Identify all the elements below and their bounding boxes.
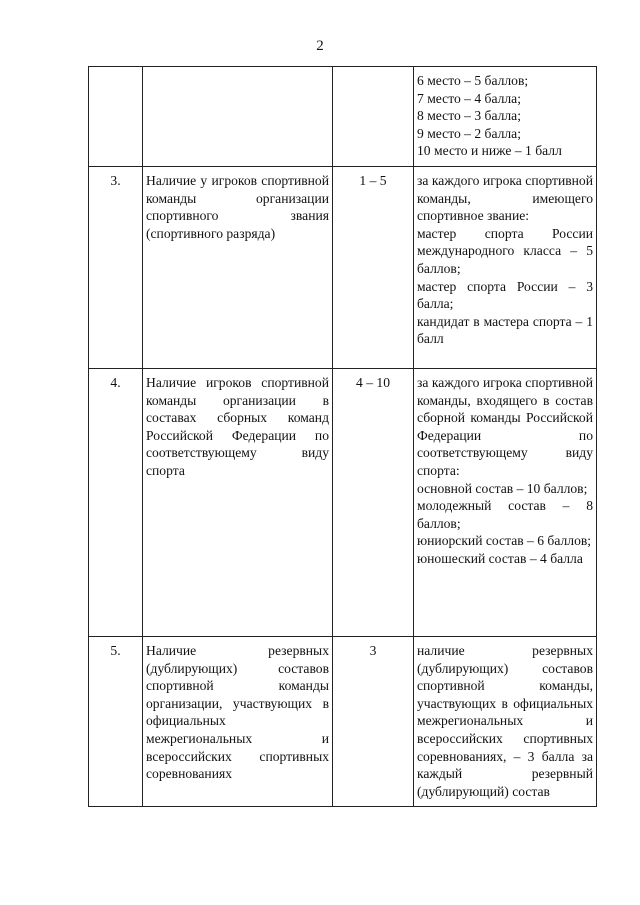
criterion-name — [143, 67, 333, 167]
scoring-line: основной состав – 10 баллов; — [417, 480, 588, 496]
scoring-line: наличие резервных (дублирующих) составов спортивной команды, участвующих в официальных межрегиональных и всероссийских спортивных соревнованиях, – 3 балла за каждый резервный (дублирующий) состав — [417, 642, 593, 799]
page-number: 2 — [316, 38, 324, 54]
scoring-line: 8 место – 3 балла; — [417, 108, 521, 124]
scoring-line: за каждого игрока спортивной команды, входящего в состав сборной команды Российской Федерации по соответствующему виду спорта: — [417, 374, 593, 478]
row-number: 4. — [89, 368, 143, 636]
criteria-row — [89, 368, 597, 636]
scoring-line: 6 место – 5 баллов; — [417, 73, 529, 88]
criteria-row — [89, 67, 597, 167]
criterion-scoring — [414, 67, 597, 167]
scoring-line: юниорский состав – 6 баллов; — [417, 533, 592, 549]
scoring-line: 10 место и ниже – 1 балл — [417, 143, 562, 159]
criteria-table-body — [89, 67, 597, 807]
scoring-line: молодежный состав – 8 баллов; — [417, 498, 593, 531]
criterion-name: Наличие игроков спортивной команды организации в составах сборных команд Российской Федерации по соответствующему виду спорта — [143, 368, 333, 636]
row-number: 3. — [89, 166, 143, 368]
criteria-row — [89, 636, 597, 806]
criterion-points: 1 – 5 — [333, 166, 414, 368]
criterion-points: 4 – 10 — [333, 368, 414, 636]
scoring-line: мастер спорта России – 3 балла; — [417, 278, 593, 312]
scoring-line: юношеский состав – 4 балла — [417, 550, 583, 566]
criterion-scoring — [414, 166, 597, 368]
criterion-scoring — [414, 636, 597, 806]
scoring-line: 9 место – 2 балла; — [417, 125, 521, 141]
criterion-scoring — [414, 368, 597, 636]
scoring-line: кандидат в мастера спорта – 1 балл — [417, 313, 593, 347]
criteria-row — [89, 166, 597, 368]
scoring-line: за каждого игрока спортивной команды, имеющего спортивное звание: — [417, 172, 593, 224]
criterion-points — [333, 67, 414, 167]
criteria-table — [88, 66, 597, 807]
row-number — [89, 67, 143, 167]
scoring-line: мастер спорта России международного класса – 5 баллов; — [417, 225, 593, 276]
scoring-line: 7 место – 4 балла; — [417, 90, 521, 106]
criterion-name: Наличие резервных (дублирующих) составов спортивной команды организации, участвующих в официальных межрегиональных и всероссийских спортивных соревнованиях — [143, 636, 333, 806]
criterion-points: 3 — [333, 636, 414, 806]
criterion-name: Наличие у игроков спортивной команды организации спортивного звания (спортивного разряда) — [143, 166, 333, 368]
row-number: 5. — [89, 636, 143, 806]
